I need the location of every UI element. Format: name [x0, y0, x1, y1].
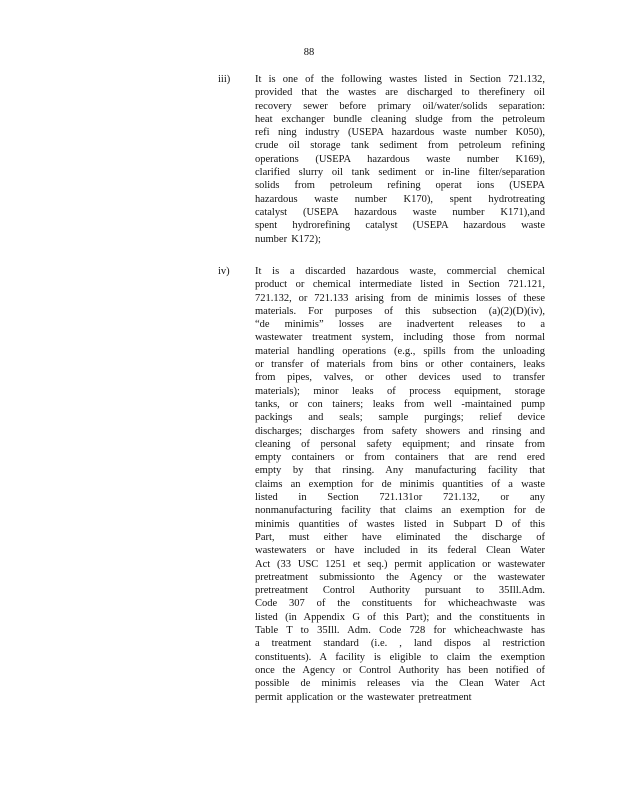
text-line: It is one of the following wastes listed in Section 721.132,	[255, 74, 545, 85]
text-line: empty containers or from containers that are rend ered	[255, 452, 545, 464]
text-line: cleaning of personal safety equipment; and rinsate from	[255, 438, 545, 450]
text-line: listed in Section 721.131or 721.132, or any	[255, 492, 545, 504]
item-text	[255, 73, 545, 246]
text-line: nonmanufacturing facility that claims an exemption for de	[255, 505, 545, 517]
text-line: wastewater treatment system, including those from normal	[255, 332, 545, 344]
text-line: “de minimis” losses are inadvertent releases to a	[255, 319, 545, 331]
text-line: 721.132, or 721.133 arising from de minimis losses of these	[255, 292, 545, 304]
item-label: iii)	[218, 74, 231, 85]
text-line: a treatment standard (i.e. , land dispos al restriction	[255, 638, 545, 650]
text-line: Table T to 35Ill. Adm. Code 728 for whicheachwaste has	[255, 625, 545, 637]
text-line: wastewaters or have included in its federal Clean Water	[255, 545, 545, 557]
text-line: spent hydrorefining catalyst (USEPA hazardous waste	[255, 220, 545, 232]
text-line: possible de minimis releases via the Clean Water Act	[255, 678, 545, 690]
text-line: hazardous waste number K170), spent hydrotreating	[255, 193, 545, 205]
text-line: materials); minor leaks of process equipment, storage	[255, 385, 545, 397]
text-line: It is a discarded hazardous waste, commercial chemical	[255, 266, 545, 277]
text-line: solids from petroleum refining operat ions (USEPA	[255, 180, 545, 192]
text-line: minimis quantities of wastes listed in Subpart D of this	[255, 518, 545, 530]
text-line: product or chemical intermediate listed in Section 721.121,	[255, 279, 545, 291]
item-label: iv)	[218, 266, 230, 277]
text-line: packings and seals; sample purgings; relief device	[255, 412, 545, 424]
text-line: constituents). A facility is eligible to claim the exemption	[255, 651, 545, 663]
text-line: permit application or the wastewater pretreatment	[255, 691, 472, 703]
page-number: 88	[303, 47, 315, 58]
text-line: materials. For purposes of this subsection (a)(2)(D)(iv),	[255, 305, 545, 317]
text-line: listed (in Appendix G of this Part); and the constituents in	[255, 611, 545, 623]
text-line: catalyst (USEPA hazardous waste number K171),and	[255, 206, 545, 218]
text-line: operations (USEPA hazardous waste number K169),	[255, 153, 545, 165]
text-line: provided that the wastes are discharged to therefinery oil	[255, 87, 545, 99]
text-line: pretreatment submissionto the Agency or the wastewater	[255, 571, 545, 583]
item-text	[255, 265, 545, 704]
text-line: pretreatment Control Authority pursuant to 35Ill.Adm.	[255, 585, 545, 597]
text-line: discharges; discharges from safety showers and rinsing and	[255, 425, 545, 437]
text-line: from pipes, valves, or other devices used to transfer	[255, 372, 545, 384]
text-line: clarified slurry oil tank sediment or in-line filter/separation	[255, 167, 545, 179]
text-line: once the Agency or Control Authority has been notified of	[255, 664, 545, 676]
text-line: claims an exemption for de minimis quantities of a waste	[255, 478, 545, 490]
text-line: Part, must either have eliminated the discharge of	[255, 531, 545, 543]
text-line: empty by that rinsing. Any manufacturing facility that	[255, 465, 545, 477]
text-line: material handling operations (e.g., spills from the unloading	[255, 345, 545, 357]
text-line: Code 307 of the constituents for whicheachwaste was	[255, 598, 545, 610]
text-line: number K172);	[255, 233, 321, 245]
text-line: recovery sewer before primary oil/water/solids separation:	[255, 100, 545, 112]
text-line: crude oil storage tank sediment from petroleum refining	[255, 140, 545, 152]
text-line: Act (33 USC 1251 et seq.) permit application or wastewater	[255, 558, 545, 570]
text-line: tanks, or con tainers; leaks from well -maintained pump	[255, 398, 545, 410]
text-line: refi ning industry (USEPA hazardous waste number K050),	[255, 127, 545, 139]
text-line: heat exchanger bundle cleaning sludge from the petroleum	[255, 113, 545, 125]
text-line: or transfer of materials from bins or other containers, leaks	[255, 359, 545, 371]
